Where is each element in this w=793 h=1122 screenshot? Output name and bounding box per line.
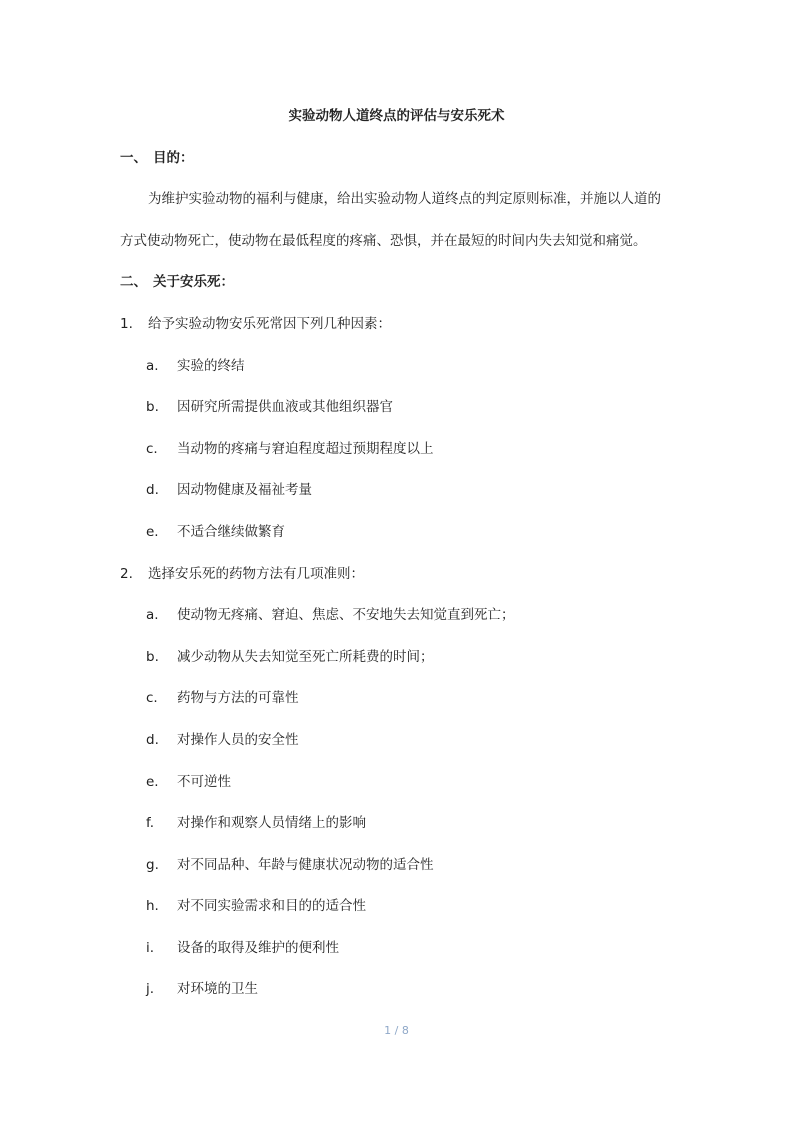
sub-list-letter: f. <box>146 815 155 832</box>
sub-list-item <box>0 470 793 512</box>
section-title: 关于安乐死： <box>153 274 234 291</box>
sub-list-item <box>0 762 793 804</box>
sub-list-letter: g. <box>146 856 159 873</box>
sub-list-text: 设备的取得及维护的便利性 <box>177 939 339 956</box>
sub-list-text: 因研究所需提供血液或其他组织器官 <box>177 399 393 416</box>
sub-list-text: 对不同实验需求和目的的适合性 <box>177 898 366 915</box>
sub-list-text: 不适合继续做繁育 <box>177 523 285 540</box>
sub-list-letter: b. <box>146 648 159 665</box>
paragraph-line: 方式使动物死亡，使动物在最低程度的疼痛、恐惧，并在最短的时间内失去知觉和痛觉。 <box>120 232 647 249</box>
sub-list-letter: i. <box>146 939 155 956</box>
sub-list-letter: b. <box>146 399 159 416</box>
sub-list-text: 当动物的疼痛与窘迫程度超过预期程度以上 <box>177 440 434 457</box>
sub-list-text: 药物与方法的可靠性 <box>177 690 299 707</box>
sub-list-text: 对不同品种、年龄与健康状况动物的适合性 <box>177 856 434 873</box>
sub-list-letter: a. <box>146 607 159 624</box>
document-page <box>0 96 793 1011</box>
sub-list-letter: j. <box>146 981 155 998</box>
sub-list-letter: d. <box>146 731 159 748</box>
sub-list-item <box>0 346 793 388</box>
sub-list-text: 对操作和观察人员情绪上的影响 <box>177 815 366 832</box>
sub-list-item <box>0 429 793 471</box>
sub-list-item <box>0 678 793 720</box>
list-item <box>0 554 793 596</box>
paragraph-line: 为维护实验动物的福利与健康，给出实验动物人道终点的判定原则标准，并施以人道的 <box>148 191 661 208</box>
sub-list-letter: h. <box>146 898 159 915</box>
sub-list-item <box>0 720 793 762</box>
section-heading <box>0 262 793 304</box>
sub-list-text: 对环境的卫生 <box>177 981 258 998</box>
sub-list-letter: e. <box>146 773 159 790</box>
sub-list-item <box>0 969 793 1011</box>
sub-list-text: 使动物无疼痛、窘迫、焦虑、不安地失去知觉直到死亡； <box>177 607 515 624</box>
sub-list-item <box>0 803 793 845</box>
list-number: 1. <box>120 315 133 332</box>
section-number: 一、 <box>120 149 147 166</box>
document-title: 实验动物人道终点的评估与安乐死术 <box>288 108 505 124</box>
section-number: 二、 <box>120 274 147 291</box>
sub-list-letter: d. <box>146 482 159 499</box>
sub-list-item <box>0 845 793 887</box>
list-text: 选择安乐死的药物方法有几项准则： <box>148 565 364 582</box>
sub-list-item <box>0 637 793 679</box>
section-heading <box>0 138 793 180</box>
list-number: 2. <box>120 565 133 582</box>
sub-list-text: 对操作人员的安全性 <box>177 731 299 748</box>
sub-list-text: 减少动物从失去知觉至死亡所耗费的时间； <box>177 648 434 665</box>
page-number: 1 / 8 <box>384 1024 409 1037</box>
sub-list-text: 不可逆性 <box>177 773 231 790</box>
sub-list-item <box>0 387 793 429</box>
sub-list-item <box>0 512 793 554</box>
sub-list-item <box>0 886 793 928</box>
sub-list-letter: c. <box>146 440 158 457</box>
sub-list-text: 因动物健康及福祉考量 <box>177 482 312 499</box>
sub-list-letter: e. <box>146 523 159 540</box>
section-title: 目的： <box>153 149 194 166</box>
sub-list-text: 实验的终结 <box>177 357 245 374</box>
sub-list-item <box>0 928 793 970</box>
list-item <box>0 304 793 346</box>
sub-list-item <box>0 595 793 637</box>
sub-list-letter: a. <box>146 357 159 374</box>
list-text: 给予实验动物安乐死常因下列几种因素： <box>148 315 391 332</box>
sub-list-letter: c. <box>146 690 158 707</box>
